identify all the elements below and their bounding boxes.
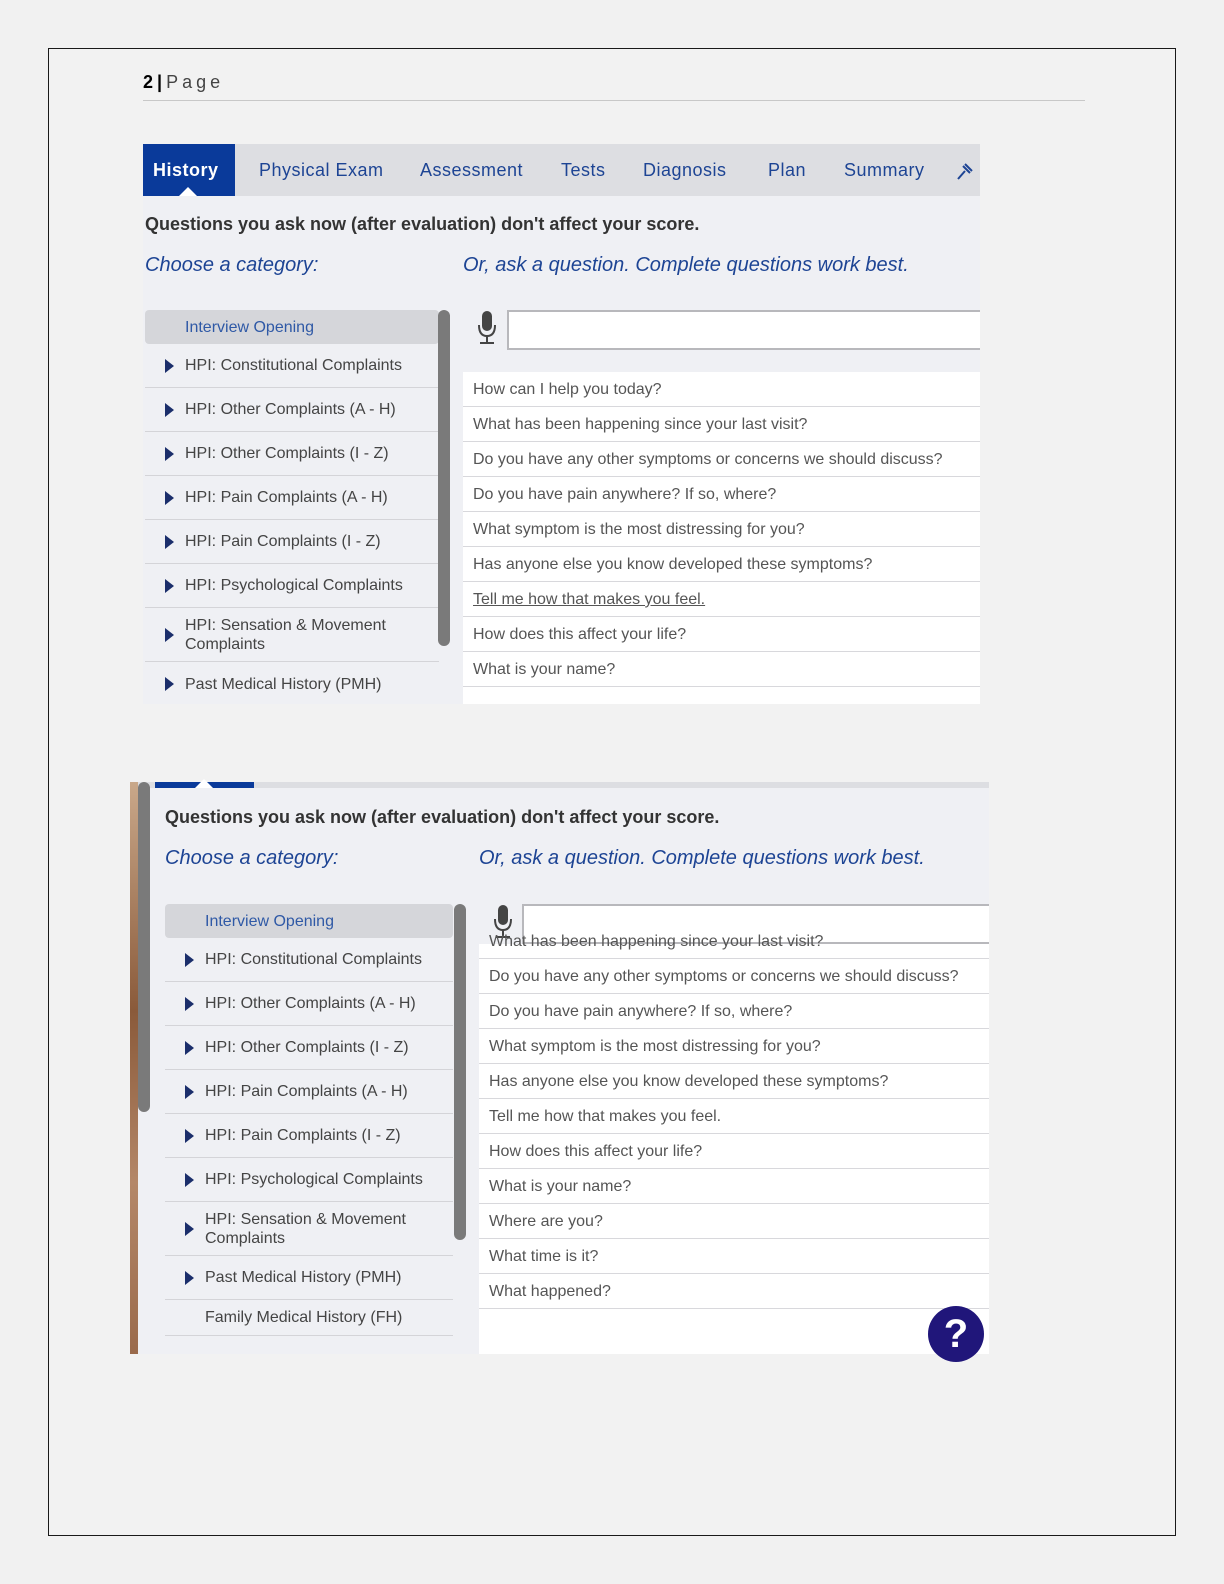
tab-diagnosis[interactable]: Diagnosis [643,160,727,180]
question-item[interactable]: What is your name? [479,1169,989,1204]
question-item[interactable]: Has anyone else you know developed these symptoms? [463,547,980,582]
expand-arrow-icon [165,403,174,417]
page-separator: | [157,72,163,92]
background-photo-sliver [130,782,138,1354]
expand-arrow-icon [165,677,174,691]
category-label: HPI: Other Complaints (I - Z) [205,1039,409,1056]
question-item[interactable]: How does this affect your life? [479,1134,989,1169]
question-item[interactable]: Has anyone else you know developed these symptoms? [479,1064,989,1099]
question-item[interactable]: How does this affect your life? [463,617,980,652]
category-label: Family Medical History (FH) [205,1309,403,1326]
question-item[interactable]: Tell me how that makes you feel. [479,1099,989,1134]
category-item[interactable] [165,982,453,1026]
category-label: HPI: Other Complaints (A - H) [205,995,416,1012]
category-item[interactable] [145,344,439,388]
choose-category-prompt: Choose a category: [145,254,319,276]
category-item[interactable] [165,1202,453,1256]
question-item[interactable]: How can I help you today? [463,372,980,407]
tab-plan[interactable]: Plan [768,160,807,180]
category-label: HPI: Other Complaints (A - H) [185,401,396,418]
question-item[interactable]: Do you have any other symptoms or concerns we should discuss? [479,959,989,994]
tab-history[interactable] [143,144,235,196]
category-label: HPI: Pain Complaints (A - H) [205,1083,408,1100]
expand-arrow-icon [165,491,174,505]
active-tab-caret [195,779,213,788]
question-item[interactable]: Where are you? [479,1204,989,1239]
expand-arrow-icon [165,447,174,461]
question-input[interactable] [507,310,980,350]
screenshot-bottom [130,782,989,1354]
category-label: Past Medical History (PMH) [185,675,382,693]
expand-arrow-icon [185,1271,194,1285]
tab-bar [143,144,980,196]
category-label: HPI: Pain Complaints (I - Z) [205,1127,401,1144]
page-word: Page [166,72,225,92]
question-item[interactable]: What symptom is the most distressing for you? [479,1029,989,1064]
expand-arrow-icon [185,1041,194,1055]
screenshot-top [143,144,980,704]
category-item[interactable] [165,1026,453,1070]
category-interview-opening[interactable] [145,310,439,344]
expand-arrow-icon [165,579,174,593]
expand-arrow-icon [165,359,174,373]
category-interview-opening[interactable] [165,904,453,938]
question-item[interactable]: Do you have pain anywhere? If so, where? [463,477,980,512]
tab-bar-edge [130,782,989,788]
tab-history-label: History [153,160,219,180]
question-item[interactable]: What has been happening since your last visit? [479,924,989,959]
category-label: HPI: Other Complaints (I - Z) [185,445,389,462]
category-label: HPI: Sensation & Movement Complaints [185,616,386,653]
expand-arrow-icon [165,535,174,549]
tab-assessment[interactable]: Assessment [420,160,524,180]
category-label: HPI: Sensation & Movement Complaints [205,1210,406,1247]
expand-arrow-icon [185,997,194,1011]
ask-question-prompt: Or, ask a question. Complete questions work best. [463,254,909,276]
page-number: 2 [143,72,154,92]
question-list [479,933,989,1354]
category-label: HPI: Pain Complaints (A - H) [185,489,388,506]
ask-question-prompt: Or, ask a question. Complete questions work best. [479,847,925,869]
page-header [143,72,1085,101]
category-scrollbar[interactable] [454,904,466,1240]
expand-arrow-icon [185,1173,194,1187]
question-item[interactable]: What time is it? [479,1239,989,1274]
page-scrollbar[interactable] [138,782,150,1112]
category-item[interactable] [165,1300,453,1336]
question-item[interactable]: What happened? [479,1274,989,1309]
tab-tests[interactable]: Tests [561,160,606,180]
category-item[interactable] [145,520,439,564]
category-label: Interview Opening [185,318,314,336]
expand-arrow-icon [185,1222,194,1236]
question-item-hovered[interactable]: Tell me how that makes you feel. [463,582,980,617]
category-item[interactable] [165,938,453,982]
category-item[interactable] [145,476,439,520]
question-item[interactable]: What is your name? [463,652,980,687]
help-button[interactable]: ? [928,1306,984,1362]
active-tab-caret [179,187,197,196]
category-list [165,904,453,1336]
tab-summary[interactable]: Summary [844,160,925,180]
expand-arrow-icon [185,953,194,967]
category-item[interactable] [145,388,439,432]
tab-physical-exam[interactable]: Physical Exam [259,160,384,180]
category-label: HPI: Constitutional Complaints [185,357,402,374]
category-label: HPI: Pain Complaints (I - Z) [185,533,381,550]
category-item[interactable] [145,662,439,706]
category-list [145,310,439,706]
category-item[interactable] [165,1114,453,1158]
question-item[interactable]: What has been happening since your last visit? [463,407,980,442]
category-item[interactable] [165,1158,453,1202]
expand-arrow-icon [185,1129,194,1143]
expand-arrow-icon [185,1085,194,1099]
category-item[interactable] [165,1070,453,1114]
category-label: HPI: Psychological Complaints [205,1171,423,1188]
evaluation-notice: Questions you ask now (after evaluation) don't affect your score. [145,214,700,234]
microphone-icon[interactable] [476,310,498,346]
category-item[interactable] [145,564,439,608]
question-list [463,372,980,704]
question-item[interactable]: Do you have any other symptoms or concerns we should discuss? [463,442,980,477]
category-label: HPI: Constitutional Complaints [205,951,422,968]
evaluation-notice: Questions you ask now (after evaluation) don't affect your score. [165,807,720,827]
active-tab-edge [155,782,254,788]
category-item[interactable] [145,432,439,476]
category-item[interactable] [165,1256,453,1300]
category-label: Interview Opening [205,912,334,930]
choose-category-prompt: Choose a category: [165,847,339,869]
expand-arrow-icon [165,628,174,642]
question-item[interactable]: What symptom is the most distressing for you? [463,512,980,547]
category-item[interactable] [145,608,439,662]
category-label: Past Medical History (PMH) [205,1269,402,1286]
pin-icon[interactable] [956,162,974,180]
category-label: HPI: Psychological Complaints [185,577,403,594]
question-item[interactable]: Do you have pain anywhere? If so, where? [479,994,989,1029]
category-scrollbar[interactable] [438,310,450,646]
